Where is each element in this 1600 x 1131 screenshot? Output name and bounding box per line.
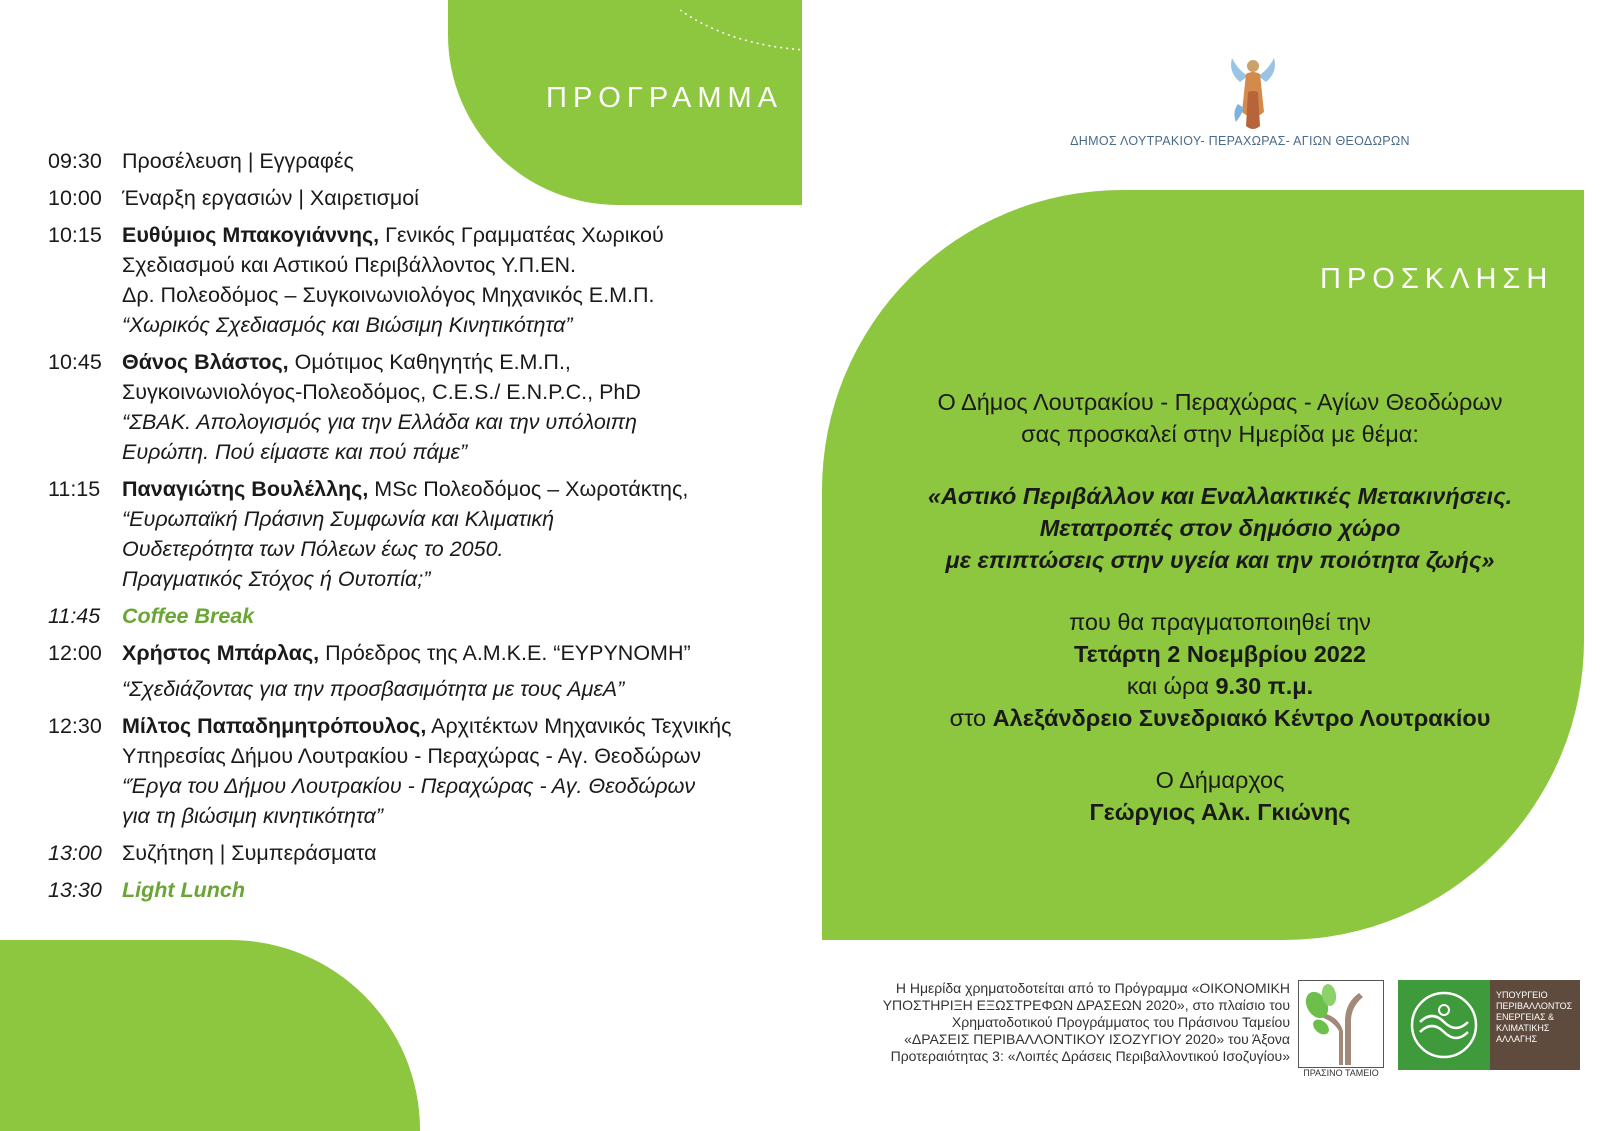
entry-time: 12:00: [48, 641, 102, 665]
municipality-name: ΔΗΜΟΣ ΛΟΥΤΡΑΚΙΟΥ- ΠΕΡΑΧΩΡΑΣ- ΑΓΙΩΝ ΘΕΟΔΩΡΩΝ: [1070, 134, 1410, 148]
schedule-entry: [48, 146, 808, 176]
schedule-entry: [48, 183, 808, 213]
schedule-entry: [48, 474, 808, 594]
event-theme: «Αστικό Περιβάλλον και Εναλλακτικές Μετακινήσεις.: [927, 483, 1513, 509]
invitation-title: ΠΡΟΣΚΛΗΣΗ: [1320, 263, 1554, 295]
funding-line: Η Ημερίδα χρηματοδοτείται από το Πρόγραμμα «ΟΙΚΟΝΟΜΙΚΗ: [895, 980, 1290, 996]
event-venue: Αλεξάνδρειο Συνεδριακό Κέντρο Λουτρακίου: [992, 705, 1491, 731]
talk-title: για τη βιώσιμη κινητικότητα”: [122, 804, 384, 828]
talk-title: “Ευρωπαϊκή Πράσινη Συμφωνία και Κλιματική: [122, 507, 555, 531]
funding-note: [770, 980, 1290, 1065]
program-schedule: [48, 146, 808, 912]
event-date: Τετάρτη 2 Νοεμβρίου 2022: [1073, 641, 1366, 667]
entry-time: 11:45: [48, 604, 101, 628]
speaker-role: Ομότιμος Καθηγητής Ε.Μ.Π.,: [288, 350, 571, 374]
entry-time: 13:30: [48, 878, 102, 902]
speaker-name: Ευθύμιος Μπακογιάννης,: [122, 223, 380, 247]
invitation-line: Ο Δήμος Λουτρακίου - Περαχώρας - Αγίων Θεοδώρων: [937, 389, 1503, 415]
schedule-entry: [48, 601, 808, 631]
speaker-name: Θάνος Βλάστος,: [122, 350, 289, 374]
funding-line: «ΔΡΑΣΕΙΣ ΠΕΡΙΒΑΛΛΟΝΤΙΚΟΥ ΙΣΟΖΥΓΙΟΥ 2020» του Άξονα: [904, 1031, 1290, 1047]
entry-time: 12:30: [48, 714, 102, 738]
schedule-entry: [48, 220, 808, 340]
invitation-line: σας προσκαλεί στην Ημερίδα με θέμα:: [1021, 421, 1419, 447]
schedule-entry: [48, 838, 808, 868]
entry-text: Συζήτηση | Συμπεράσματα: [122, 841, 377, 865]
speaker-role: Γενικός Γραμματέας Χωρικού: [379, 223, 664, 247]
tree-icon: [1299, 981, 1383, 1067]
entry-time: 10:45: [48, 350, 102, 374]
ministry-logo: [1398, 980, 1580, 1070]
time-prefix: και ώρα: [1126, 673, 1216, 699]
event-theme: Μετατροπές στον δημόσιο χώρο: [1039, 515, 1401, 541]
ministry-line: ΠΕΡΙΒΑΛΛΟΝΤΟΣ: [1496, 1001, 1573, 1011]
entry-time: 13:00: [48, 841, 102, 865]
talk-title: “Έργα του Δήμου Λουτρακίου - Περαχώρας - Αγ. Θεοδώρων: [122, 774, 696, 798]
entry-time: 10:15: [48, 223, 102, 247]
speaker-role: Πρόεδρος της Α.Μ.Κ.Ε. “ΕΥΡΥΝΟΜΗ”: [319, 641, 691, 665]
green-fund-logo: [1298, 980, 1384, 1068]
program-title: ΠΡΟΓΡΑΜΜΑ: [546, 82, 784, 114]
talk-title: Ουδετερότητα των Πόλεων έως το 2050.: [122, 537, 504, 561]
speaker-role: Συγκοινωνιολόγος-Πολεοδόμος, C.E.S./ E.N.P.C., PhD: [122, 380, 641, 404]
entry-time: 11:15: [48, 477, 101, 501]
green-fund-label: ΠΡΑΣΙΝΟ ΤΑΜΕΙΟ: [1303, 1068, 1379, 1078]
ministry-line: ΑΛΛΑΓΗΣ: [1496, 1034, 1538, 1044]
entry-time: 09:30: [48, 149, 102, 173]
entry-time: 10:00: [48, 186, 102, 210]
invitation-line: που θα πραγματοποιηθεί την: [1069, 609, 1371, 635]
schedule-entry: [48, 638, 808, 704]
municipality-logo: [1168, 52, 1338, 139]
speaker-name: Μίλτος Παπαδημητρόπουλος,: [122, 714, 427, 738]
funding-line: ΥΠΟΣΤΗΡΙΞΗ ΕΞΩΣΤΡΕΦΩΝ ΔΡΑΣΕΩΝ 2020», στο πλαίσιο του: [882, 997, 1290, 1013]
funding-line: Χρηματοδοτικού Προγράμματος του Πράσινου Ταμείου: [951, 1014, 1290, 1030]
event-theme: με επιπτώσεις στην υγεία και την ποιότητα ζωής»: [945, 547, 1495, 573]
speaker-role: Σχεδιασμού και Αστικού Περιβάλλοντος Υ.Π.ΕΝ.: [122, 253, 577, 277]
schedule-entry: [48, 711, 808, 831]
ministry-line: ΚΛΙΜΑΤΙΚΗΣ: [1496, 1023, 1550, 1033]
talk-title: “Χωρικός Σχεδιασμός και Βιώσιμη Κινητικότητα”: [122, 313, 573, 337]
schedule-entry: [48, 875, 808, 905]
entry-text: Coffee Break: [122, 604, 255, 628]
ministry-line: ΥΠΟΥΡΓΕΙΟ: [1496, 990, 1548, 1000]
talk-title: “Σχεδιάζοντας για την προσβασιμότητα με τους ΑμεΑ”: [122, 677, 625, 701]
funding-line: Προτεραιότητας 3: «Λοιπές Δράσεις Περιβαλλοντικού Ισοζυγίου»: [890, 1048, 1290, 1064]
speaker-name: Χρήστος Μπάρλας,: [122, 641, 320, 665]
talk-title: Ευρώπη. Πού είμαστε και πού πάμε”: [122, 440, 468, 464]
schedule-entry: [48, 347, 808, 467]
speaker-role: Αρχιτέκτων Μηχανικός Τεχνικής: [426, 714, 732, 738]
speaker-role: Υπηρεσίας Δήμου Λουτρακίου - Περαχώρας - Αγ. Θεοδώρων: [122, 744, 701, 768]
speaker-name: Παναγιώτης Βουλέλλης,: [122, 477, 369, 501]
ministry-name: [1490, 980, 1580, 1070]
venue-prefix: στο: [949, 705, 993, 731]
signer-title: Ο Δήμαρχος: [1155, 767, 1285, 793]
speaker-role: Δρ. Πολεοδόμος – Συγκοινωνιολόγος Μηχανικός Ε.Μ.Π.: [122, 283, 655, 307]
event-time: 9.30 π.μ.: [1215, 673, 1314, 699]
invitation-text: [860, 386, 1580, 828]
ministry-emblem-icon: [1398, 980, 1490, 1070]
talk-title: “ΣΒΑΚ. Απολογισμός για την Ελλάδα και την υπόλοιπη: [122, 410, 637, 434]
entry-text: Προσέλευση | Εγγραφές: [122, 149, 354, 173]
goddess-emblem-icon: [1218, 52, 1288, 134]
ministry-line: ΕΝΕΡΓΕΙΑΣ &: [1496, 1012, 1555, 1022]
entry-text: Έναρξη εργασιών | Χαιρετισμοί: [122, 186, 419, 210]
signer-name: Γεώργιος Αλκ. Γκιώνης: [1089, 799, 1351, 825]
speaker-role: MSc Πολεοδόμος – Χωροτάκτης,: [368, 477, 689, 501]
entry-text: Light Lunch: [122, 878, 245, 902]
talk-title: Πραγματικός Στόχος ή Ουτοπία;”: [122, 567, 431, 591]
green-shape-bottom: [0, 940, 420, 1131]
